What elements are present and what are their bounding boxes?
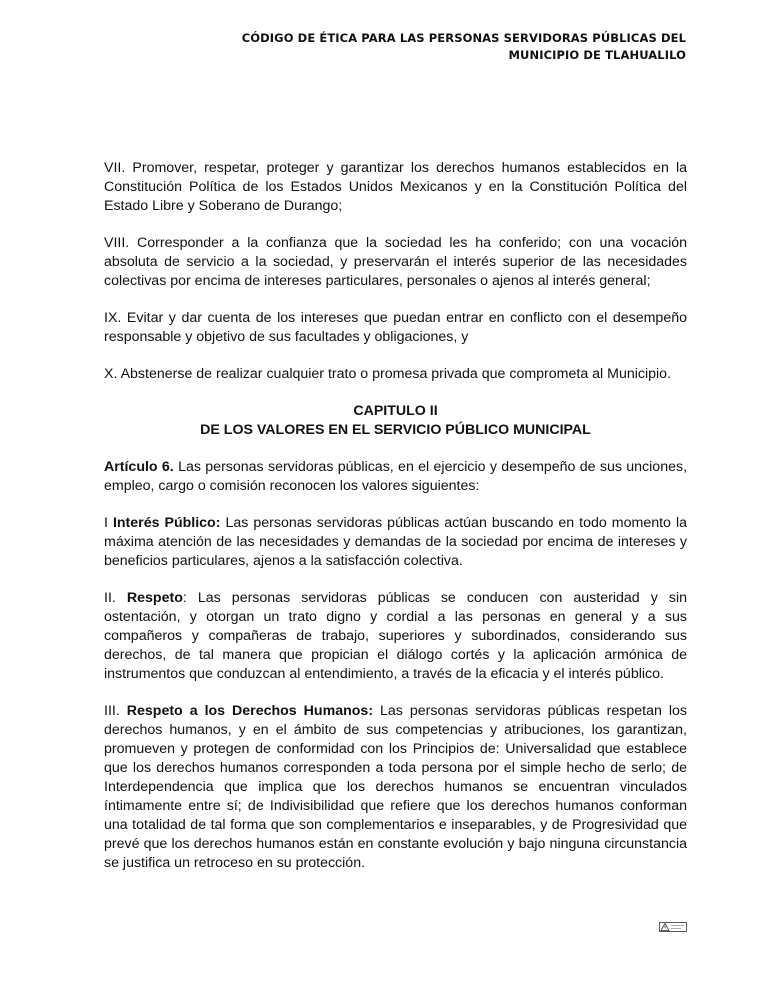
warning-triangle-icon <box>659 922 687 932</box>
value-i-prefix: I <box>104 515 113 531</box>
page-header <box>206 30 686 64</box>
value-iii-text: Las personas servidoras públicas respetan los derechos humanos, y en el ámbito de sus competencias y atribuciones, los garantizan, promueven y protegen de conformidad con los Principios de: Universalidad que establece que los derechos humanos corresponden a toda persona por el simple hecho de serlo; de Interdependencia que implica que los derechos humanos se encuentran vinculados íntimamente entre sí; de Indivisibilidad que refiere que los derechos humanos conforman una totalidad de tal forma que son complementarios e inseparables, y de Progresividad que prevé que los derechos humanos están en constante evolución y bajo ninguna circunstancia se justifica un retroceso en su protección. <box>104 703 687 871</box>
value-ii-prefix: II. <box>104 590 127 606</box>
value-iii-label: Respeto a los Derechos Humanos: <box>126 703 374 719</box>
value-i-text: Las personas servidoras públicas actúan buscando en todo momento la máxima atención de las necesidades y demandas de la sociedad por encima de intereses y beneficios particulares, ajenos a la satisfacción colectiva. <box>104 515 687 569</box>
article-6-text: Las personas servidoras públicas, en el ejercicio y desempeño de sus unciones, empleo, cargo o comisión reconocen los valores siguientes: <box>104 459 688 494</box>
chapter-title: DE LOS VALORES EN EL SERVICIO PÚBLICO MUNICIPAL <box>200 422 591 438</box>
value-respeto <box>104 589 687 684</box>
paragraph-vii: VII. Promover, respetar, proteger y garantizar los derechos humanos establecidos en la Constitución Política de los Estados Unidos Mexicanos y en la Constitución Política del Estado Libre y Soberano de Durango; <box>104 160 687 214</box>
paragraph-x: X. Abstenerse de realizar cualquier trato o promesa privada que comprometa al Municipio. <box>104 366 672 382</box>
value-ii-label: Respeto <box>126 590 183 606</box>
value-ii-text: : Las personas servidoras públicas se conducen con austeridad y sin ostentación, y otorgan un trato digno y cordial a las personas en general y a sus compañeros y compañeras de trabajo, superiores y subordinados, considerando sus derechos, de tal manera que propician el diálogo cortés y la aplicación armónica de instrumentos que conduzcan al entendimiento, a través de la eficacia y el interés público. <box>104 590 687 682</box>
paragraph-viii: VIII. Corresponder a la confianza que la sociedad les ha conferido; con una vocación absoluta de servicio a la sociedad, y preservarán el interés superior de las necesidades colectivas por encima de intereses particulares, personales o ajenos al interés general; <box>104 235 687 289</box>
value-i-label: Interés Público: <box>112 515 221 531</box>
chapter-heading <box>104 402 687 440</box>
value-interes-publico <box>104 514 687 571</box>
article-6 <box>104 458 687 496</box>
value-derechos-humanos <box>104 702 687 873</box>
document-body <box>104 159 687 891</box>
header-title-line2: MUNICIPIO DE TLAHUALILO <box>508 48 686 62</box>
value-iii-prefix: III. <box>104 703 127 719</box>
header-title-line1: CÓDIGO DE ÉTICA PARA LAS PERSONAS SERVIDORAS PÚBLICAS DEL <box>241 31 686 45</box>
chapter-number: CAPITULO II <box>353 403 438 419</box>
paragraph-ix: IX. Evitar y dar cuenta de los intereses que puedan entrar en conflicto con el desempeño responsable y objetivo de sus facultades y obligaciones, y <box>104 310 687 345</box>
article-6-label: Artículo 6. <box>104 459 174 475</box>
